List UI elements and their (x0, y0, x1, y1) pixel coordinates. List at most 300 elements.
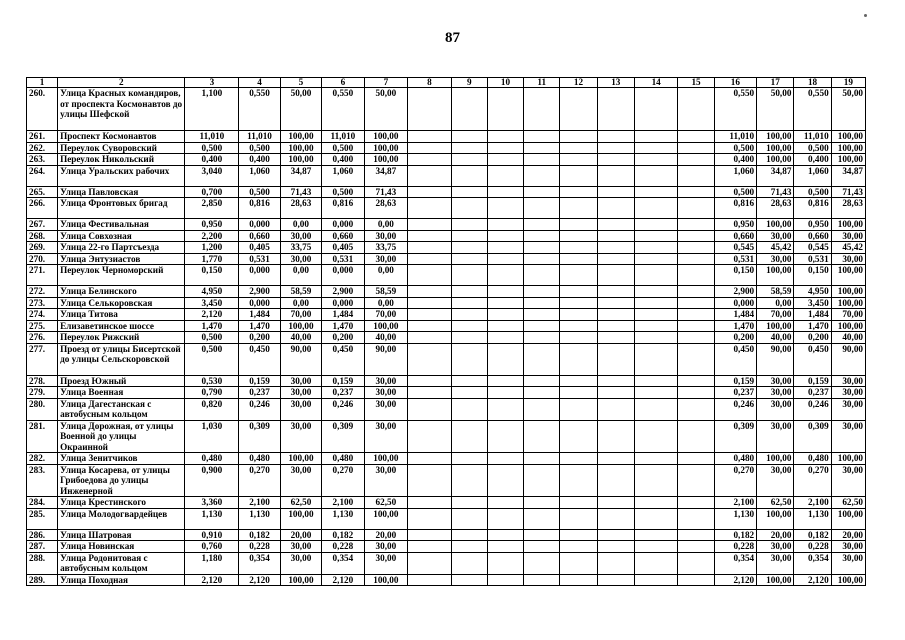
value-cell-col4: 1,060 (239, 165, 280, 186)
value-cell-col16: 0,550 (714, 88, 756, 131)
value-cell-col3: 3,040 (185, 165, 239, 186)
column-header-1: 1 (27, 78, 58, 88)
empty-cell (524, 297, 560, 309)
value-cell-col19: 100,00 (831, 154, 865, 166)
empty-cell (597, 242, 634, 254)
empty-cell (634, 464, 678, 497)
value-cell-col7: 50,00 (364, 88, 408, 131)
value-cell-col6: 0,531 (322, 253, 364, 265)
value-cell-col7: 30,00 (364, 387, 408, 399)
value-cell-col6: 0,405 (322, 242, 364, 254)
empty-cell (524, 375, 560, 387)
value-cell-col18: 0,228 (794, 541, 831, 553)
value-cell-col18: 0,950 (794, 219, 831, 231)
empty-cell (560, 186, 597, 198)
empty-cell (560, 165, 597, 186)
value-cell-col7: 30,00 (364, 552, 408, 574)
empty-cell (634, 375, 678, 387)
row-number-cell: 273. (27, 297, 58, 309)
value-cell-col17: 0,00 (757, 297, 794, 309)
value-cell-col7: 30,00 (364, 398, 408, 420)
table-body (27, 88, 866, 586)
row-number-cell: 270. (27, 253, 58, 265)
value-cell-col6: 0,228 (322, 541, 364, 553)
column-header-11: 11 (524, 78, 560, 88)
value-cell-col6: 0,450 (322, 343, 364, 375)
row-number-cell: 274. (27, 309, 58, 321)
value-cell-col5: 100,00 (280, 142, 321, 154)
empty-cell (524, 387, 560, 399)
street-name-cell: Улица Титова (58, 309, 185, 321)
value-cell-col5: 0,00 (280, 219, 321, 231)
value-cell-col18: 0,159 (794, 375, 831, 387)
empty-cell (634, 142, 678, 154)
value-cell-col4: 0,500 (239, 186, 280, 198)
empty-cell (597, 286, 634, 298)
street-name-cell: Улица 22-го Партсъезда (58, 242, 185, 254)
empty-cell (678, 343, 714, 375)
empty-cell (560, 574, 597, 586)
empty-cell (560, 219, 597, 231)
table-row (27, 320, 866, 332)
empty-cell (408, 574, 452, 586)
value-cell-col16: 1,470 (714, 320, 756, 332)
empty-cell (487, 497, 523, 509)
value-cell-col7: 100,00 (364, 453, 408, 465)
value-cell-col3: 0,500 (185, 142, 239, 154)
value-cell-col6: 0,550 (322, 88, 364, 131)
empty-cell (408, 332, 452, 344)
empty-cell (634, 574, 678, 586)
value-cell-col4: 0,237 (239, 387, 280, 399)
value-cell-col5: 62,50 (280, 497, 321, 509)
value-cell-col3: 0,400 (185, 154, 239, 166)
empty-cell (634, 88, 678, 131)
empty-cell (524, 186, 560, 198)
empty-cell (408, 165, 452, 186)
column-header-16: 16 (714, 78, 756, 88)
value-cell-col16: 1,130 (714, 508, 756, 529)
empty-cell (597, 230, 634, 242)
value-cell-col17: 30,00 (757, 375, 794, 387)
empty-cell (524, 497, 560, 509)
empty-cell (408, 497, 452, 509)
empty-cell (560, 529, 597, 541)
table-row (27, 88, 866, 131)
empty-cell (524, 508, 560, 529)
empty-cell (451, 219, 487, 231)
empty-cell (678, 186, 714, 198)
value-cell-col17: 90,00 (757, 343, 794, 375)
value-cell-col6: 0,246 (322, 398, 364, 420)
empty-cell (524, 309, 560, 321)
value-cell-col16: 0,246 (714, 398, 756, 420)
value-cell-col17: 58,59 (757, 286, 794, 298)
empty-cell (487, 265, 523, 286)
empty-cell (524, 198, 560, 219)
value-cell-col6: 1,060 (322, 165, 364, 186)
value-cell-col19: 30,00 (831, 541, 865, 553)
value-cell-col16: 0,237 (714, 387, 756, 399)
value-cell-col17: 100,00 (757, 453, 794, 465)
value-cell-col18: 0,400 (794, 154, 831, 166)
empty-cell (634, 453, 678, 465)
value-cell-col19: 34,87 (831, 165, 865, 186)
empty-cell (487, 529, 523, 541)
empty-cell (678, 508, 714, 529)
empty-cell (487, 508, 523, 529)
value-cell-col17: 20,00 (757, 529, 794, 541)
value-cell-col18: 0,660 (794, 230, 831, 242)
empty-cell (678, 552, 714, 574)
value-cell-col4: 0,159 (239, 375, 280, 387)
row-number-cell: 288. (27, 552, 58, 574)
empty-cell (524, 529, 560, 541)
empty-cell (560, 131, 597, 143)
street-name-cell: Улица Энтузиастов (58, 253, 185, 265)
value-cell-col17: 28,63 (757, 198, 794, 219)
value-cell-col18: 3,450 (794, 297, 831, 309)
empty-cell (678, 332, 714, 344)
empty-cell (597, 552, 634, 574)
value-cell-col3: 2,200 (185, 230, 239, 242)
empty-cell (560, 88, 597, 131)
empty-cell (597, 497, 634, 509)
value-cell-col3: 0,530 (185, 375, 239, 387)
empty-cell (560, 286, 597, 298)
value-cell-col7: 100,00 (364, 142, 408, 154)
value-cell-col7: 30,00 (364, 253, 408, 265)
value-cell-col6: 2,100 (322, 497, 364, 509)
empty-cell (451, 398, 487, 420)
value-cell-col16: 0,950 (714, 219, 756, 231)
empty-cell (597, 309, 634, 321)
empty-cell (597, 297, 634, 309)
empty-cell (451, 574, 487, 586)
row-number-cell: 264. (27, 165, 58, 186)
value-cell-col19: 70,00 (831, 309, 865, 321)
value-cell-col6: 0,309 (322, 420, 364, 453)
value-cell-col17: 100,00 (757, 265, 794, 286)
empty-cell (597, 142, 634, 154)
empty-cell (408, 198, 452, 219)
value-cell-col7: 58,59 (364, 286, 408, 298)
empty-cell (634, 332, 678, 344)
table-row (27, 332, 866, 344)
table-row (27, 131, 866, 143)
empty-cell (408, 131, 452, 143)
empty-cell (634, 297, 678, 309)
empty-cell (634, 552, 678, 574)
value-cell-col5: 28,63 (280, 198, 321, 219)
value-cell-col19: 28,63 (831, 198, 865, 219)
value-cell-col5: 71,43 (280, 186, 321, 198)
empty-cell (451, 142, 487, 154)
empty-cell (560, 541, 597, 553)
value-cell-col6: 0,000 (322, 219, 364, 231)
empty-cell (597, 154, 634, 166)
empty-cell (597, 541, 634, 553)
empty-cell (524, 420, 560, 453)
street-name-cell: Улица Павловская (58, 186, 185, 198)
value-cell-col19: 71,43 (831, 186, 865, 198)
empty-cell (487, 286, 523, 298)
value-cell-col18: 2,120 (794, 574, 831, 586)
value-cell-col4: 0,405 (239, 242, 280, 254)
empty-cell (408, 154, 452, 166)
value-cell-col3: 1,130 (185, 508, 239, 529)
empty-cell (560, 387, 597, 399)
row-number-cell: 275. (27, 320, 58, 332)
value-cell-col6: 0,480 (322, 453, 364, 465)
value-cell-col7: 33,75 (364, 242, 408, 254)
value-cell-col3: 3,450 (185, 297, 239, 309)
value-cell-col3: 4,950 (185, 286, 239, 298)
value-cell-col5: 90,00 (280, 343, 321, 375)
value-cell-col6: 0,182 (322, 529, 364, 541)
value-cell-col17: 100,00 (757, 219, 794, 231)
value-cell-col17: 45,42 (757, 242, 794, 254)
row-number-cell: 265. (27, 186, 58, 198)
value-cell-col6: 0,354 (322, 552, 364, 574)
value-cell-col16: 11,010 (714, 131, 756, 143)
street-name-cell: Улица Белинского (58, 286, 185, 298)
value-cell-col5: 30,00 (280, 541, 321, 553)
street-name-cell: Улица Косарева, от улицы Грибоедова до улицы Инженерной (58, 464, 185, 497)
value-cell-col19: 100,00 (831, 574, 865, 586)
value-cell-col19: 50,00 (831, 88, 865, 131)
empty-cell (524, 230, 560, 242)
empty-cell (408, 219, 452, 231)
row-number-cell: 286. (27, 529, 58, 541)
empty-cell (678, 453, 714, 465)
value-cell-col16: 0,816 (714, 198, 756, 219)
value-cell-col5: 0,00 (280, 265, 321, 286)
value-cell-col7: 62,50 (364, 497, 408, 509)
empty-cell (408, 88, 452, 131)
row-number-cell: 268. (27, 230, 58, 242)
empty-cell (524, 219, 560, 231)
street-name-cell: Улица Зенитчиков (58, 453, 185, 465)
value-cell-col3: 1,200 (185, 242, 239, 254)
value-cell-col7: 0,00 (364, 297, 408, 309)
value-cell-col6: 0,237 (322, 387, 364, 399)
empty-cell (408, 420, 452, 453)
table-row (27, 453, 866, 465)
value-cell-col5: 30,00 (280, 420, 321, 453)
empty-cell (560, 420, 597, 453)
empty-cell (451, 131, 487, 143)
empty-cell (451, 297, 487, 309)
empty-cell (678, 387, 714, 399)
row-number-cell: 278. (27, 375, 58, 387)
value-cell-col6: 0,500 (322, 142, 364, 154)
empty-cell (451, 286, 487, 298)
value-cell-col19: 90,00 (831, 343, 865, 375)
value-cell-col5: 30,00 (280, 230, 321, 242)
empty-cell (597, 453, 634, 465)
column-header-19: 19 (831, 78, 865, 88)
value-cell-col17: 100,00 (757, 142, 794, 154)
street-name-cell: Улица Походная (58, 574, 185, 586)
value-cell-col17: 100,00 (757, 131, 794, 143)
column-header-7: 7 (364, 78, 408, 88)
empty-cell (597, 131, 634, 143)
street-name-cell: Проспект Космонавтов (58, 131, 185, 143)
value-cell-col3: 0,500 (185, 332, 239, 344)
row-number-cell: 262. (27, 142, 58, 154)
value-cell-col3: 2,850 (185, 198, 239, 219)
empty-cell (678, 142, 714, 154)
table-row (27, 230, 866, 242)
value-cell-col7: 30,00 (364, 230, 408, 242)
table-row (27, 375, 866, 387)
value-cell-col16: 0,500 (714, 186, 756, 198)
value-cell-col18: 1,484 (794, 309, 831, 321)
value-cell-col19: 100,00 (831, 320, 865, 332)
value-cell-col7: 100,00 (364, 131, 408, 143)
value-cell-col7: 30,00 (364, 375, 408, 387)
row-number-cell: 284. (27, 497, 58, 509)
row-number-cell: 285. (27, 508, 58, 529)
street-name-cell: Елизаветинское шоссе (58, 320, 185, 332)
value-cell-col17: 100,00 (757, 508, 794, 529)
empty-cell (487, 552, 523, 574)
empty-cell (597, 332, 634, 344)
table-row (27, 529, 866, 541)
empty-cell (634, 343, 678, 375)
value-cell-col6: 0,000 (322, 265, 364, 286)
street-name-cell: Улица Военная (58, 387, 185, 399)
empty-cell (560, 343, 597, 375)
value-cell-col7: 34,87 (364, 165, 408, 186)
empty-cell (597, 88, 634, 131)
value-cell-col16: 0,480 (714, 453, 756, 465)
street-name-cell: Улица Фестивальная (58, 219, 185, 231)
empty-cell (597, 343, 634, 375)
empty-cell (678, 529, 714, 541)
value-cell-col4: 0,816 (239, 198, 280, 219)
empty-cell (678, 541, 714, 553)
empty-cell (487, 464, 523, 497)
empty-cell (634, 497, 678, 509)
value-cell-col17: 70,00 (757, 309, 794, 321)
value-cell-col7: 0,00 (364, 265, 408, 286)
value-cell-col18: 0,150 (794, 265, 831, 286)
value-cell-col5: 40,00 (280, 332, 321, 344)
value-cell-col18: 0,237 (794, 387, 831, 399)
empty-cell (560, 253, 597, 265)
value-cell-col19: 100,00 (831, 508, 865, 529)
empty-cell (487, 198, 523, 219)
empty-cell (597, 420, 634, 453)
empty-cell (451, 420, 487, 453)
empty-cell (678, 253, 714, 265)
value-cell-col18: 0,480 (794, 453, 831, 465)
empty-cell (487, 343, 523, 375)
empty-cell (678, 297, 714, 309)
empty-cell (408, 375, 452, 387)
street-name-cell: Переулок Черноморский (58, 265, 185, 286)
value-cell-col19: 30,00 (831, 375, 865, 387)
empty-cell (634, 198, 678, 219)
empty-cell (487, 88, 523, 131)
empty-cell (408, 529, 452, 541)
value-cell-col7: 90,00 (364, 343, 408, 375)
value-cell-col7: 30,00 (364, 420, 408, 453)
value-cell-col3: 11,010 (185, 131, 239, 143)
value-cell-col4: 0,200 (239, 332, 280, 344)
column-header-5: 5 (280, 78, 321, 88)
empty-cell (634, 320, 678, 332)
value-cell-col4: 0,000 (239, 297, 280, 309)
table-row (27, 464, 866, 497)
empty-cell (451, 552, 487, 574)
table-row (27, 165, 866, 186)
value-cell-col3: 1,180 (185, 552, 239, 574)
empty-cell (524, 464, 560, 497)
empty-cell (678, 242, 714, 254)
table-row (27, 297, 866, 309)
empty-cell (487, 320, 523, 332)
value-cell-col16: 0,400 (714, 154, 756, 166)
value-cell-col7: 20,00 (364, 529, 408, 541)
value-cell-col16: 0,545 (714, 242, 756, 254)
empty-cell (451, 154, 487, 166)
row-number-cell: 267. (27, 219, 58, 231)
value-cell-col5: 70,00 (280, 309, 321, 321)
empty-cell (597, 320, 634, 332)
column-header-6: 6 (322, 78, 364, 88)
value-cell-col5: 100,00 (280, 320, 321, 332)
value-cell-col3: 1,470 (185, 320, 239, 332)
street-name-cell: Улица Дорожная, от улицы Военной до улицы Окраинной (58, 420, 185, 453)
value-cell-col6: 0,000 (322, 297, 364, 309)
empty-cell (597, 219, 634, 231)
value-cell-col18: 11,010 (794, 131, 831, 143)
empty-cell (678, 464, 714, 497)
empty-cell (678, 398, 714, 420)
empty-cell (560, 198, 597, 219)
value-cell-col3: 0,790 (185, 387, 239, 399)
row-number-cell: 261. (27, 131, 58, 143)
value-cell-col5: 100,00 (280, 154, 321, 166)
value-cell-col3: 0,700 (185, 186, 239, 198)
empty-cell (451, 529, 487, 541)
value-cell-col6: 0,500 (322, 186, 364, 198)
street-name-cell: Улица Фронтовых бригад (58, 198, 185, 219)
empty-cell (524, 343, 560, 375)
table-row (27, 253, 866, 265)
value-cell-col18: 0,270 (794, 464, 831, 497)
empty-cell (678, 309, 714, 321)
value-cell-col19: 40,00 (831, 332, 865, 344)
empty-cell (451, 253, 487, 265)
value-cell-col16: 2,900 (714, 286, 756, 298)
empty-cell (451, 198, 487, 219)
value-cell-col5: 34,87 (280, 165, 321, 186)
value-cell-col7: 28,63 (364, 198, 408, 219)
empty-cell (524, 131, 560, 143)
empty-cell (408, 253, 452, 265)
value-cell-col16: 0,309 (714, 420, 756, 453)
empty-cell (524, 286, 560, 298)
value-cell-col18: 0,246 (794, 398, 831, 420)
street-name-cell: Переулок Суворовский (58, 142, 185, 154)
value-cell-col4: 0,500 (239, 142, 280, 154)
value-cell-col4: 0,000 (239, 219, 280, 231)
row-number-cell: 276. (27, 332, 58, 344)
